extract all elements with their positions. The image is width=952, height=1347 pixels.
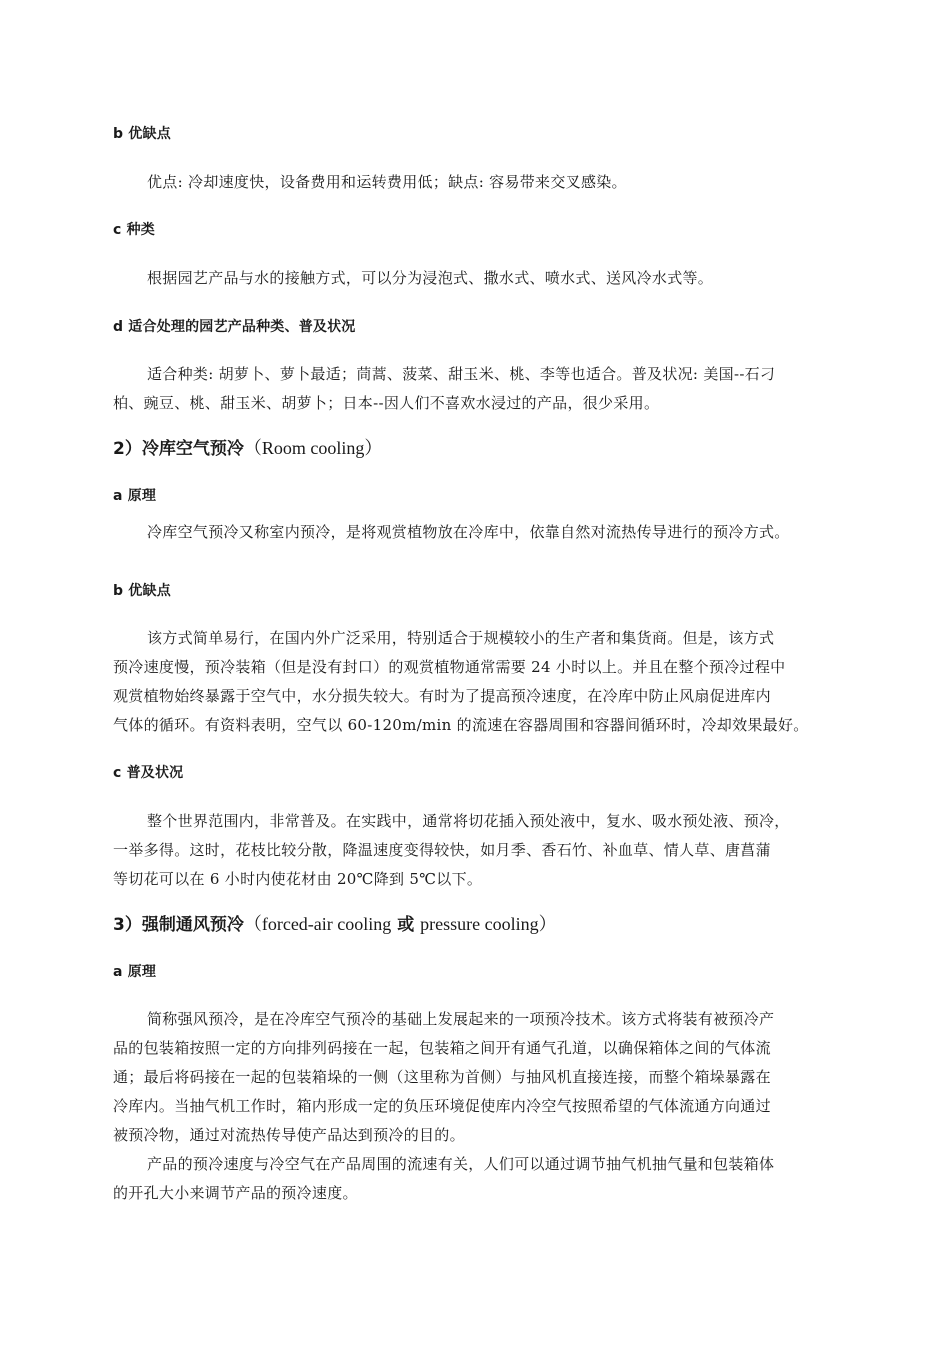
section-d-heading: d 适合处理的园艺产品种类、普及状况 (113, 319, 356, 335)
section-3a-line: 冷库内。当抽气机工作时，箱内形成一定的负压环境促使库内冷空气按照希望的气体流通方向通过 (113, 1097, 771, 1115)
section-2-title-en: （Room cooling） (243, 438, 383, 458)
section-2b-line: 气体的循环。有资料表明，空气以 60-120m/min 的流速在容器周围和容器间循环时，冷却效果最好。 (113, 716, 809, 734)
section-3a-line: 产品的预冷速度与冷空气在产品周围的流速有关，人们可以通过调节抽气机抽气量和包装箱体 (147, 1155, 775, 1173)
section-c-text: 根据园艺产品与水的接触方式，可以分为浸泡式、撒水式、喷水式、送风冷水式等。 (147, 269, 714, 287)
section-2c-line: 一举多得。这时，花枝比较分散，降温速度变得较快，如月季、香石竹、补血草、情人草、唐菖蒲 (113, 841, 771, 859)
section-d-line: 适合种类: 胡萝卜、萝卜最适；茼蒿、菠菜、甜玉米、桃、李等也适合。普及状况: 美国--石刁 (147, 365, 776, 383)
section-2a-heading: a 原理 (113, 488, 157, 504)
section-2c-line: 整个世界范围内，非常普及。在实践中，通常将切花插入预处液中，复水、吸水预处液、预冷， (147, 812, 790, 830)
section-3-title-en2: pressure cooling） (420, 914, 557, 934)
section-2-heading (113, 434, 382, 460)
section-3a-heading: a 原理 (113, 964, 157, 980)
section-3a-line: 简称强风预冷，是在冷库空气预冷的基础上发展起来的一项预冷技术。该方式将装有被预冷产 (147, 1010, 775, 1028)
section-b-text: 优点: 冷却速度快，设备费用和运转费用低；缺点: 容易带来交叉感染。 (147, 173, 627, 191)
section-3a-line: 品的包装箱按照一定的方向排列码接在一起，包装箱之间开有通气孔道，以确保箱体之间的气体流 (113, 1039, 771, 1057)
section-3-title: 3）强制通风预冷 (113, 915, 244, 935)
section-2b-line: 观赏植物始终暴露于空气中，水分损失较大。有时为了提高预冷速度，在冷库中防止风扇促进库内 (113, 687, 771, 705)
section-3-title-or: 或 (391, 915, 421, 935)
section-2b-line: 预冷速度慢，预冷装箱（但是没有封口）的观赏植物通常需要 24 小时以上。并且在整个预冷过程中 (113, 658, 786, 676)
section-3a-line: 被预冷物，通过对流热传导使产品达到预冷的目的。 (113, 1126, 465, 1144)
section-2c-heading: c 普及状况 (113, 765, 184, 781)
section-d-line: 柏、豌豆、桃、甜玉米、胡萝卜；日本--因人们不喜欢水浸过的产品，很少采用。 (113, 394, 660, 412)
section-3-heading (113, 910, 557, 936)
section-c-heading: c 种类 (113, 222, 155, 238)
section-b-heading: b 优缺点 (113, 126, 171, 142)
section-2-title: 2）冷库空气预冷 (113, 439, 244, 459)
section-3a-line: 的开孔大小来调节产品的预冷速度。 (113, 1184, 358, 1202)
section-2b-line: 该方式简单易行，在国内外广泛采用，特别适合于规模较小的生产者和集货商。但是，该方式 (147, 629, 775, 647)
section-2c-line: 等切花可以在 6 小时内使花材由 20℃降到 5℃以下。 (113, 870, 483, 888)
section-3-title-en: （forced-air cooling (243, 914, 392, 934)
section-2a-text: 冷库空气预冷又称室内预冷，是将观赏植物放在冷库中，依靠自然对流热传导进行的预冷方式。 (147, 523, 790, 541)
section-3a-line: 通；最后将码接在一起的包装箱垛的一侧（这里称为首侧）与抽风机直接连接，而整个箱垛暴露在 (113, 1068, 771, 1086)
section-2b-heading: b 优缺点 (113, 583, 171, 599)
